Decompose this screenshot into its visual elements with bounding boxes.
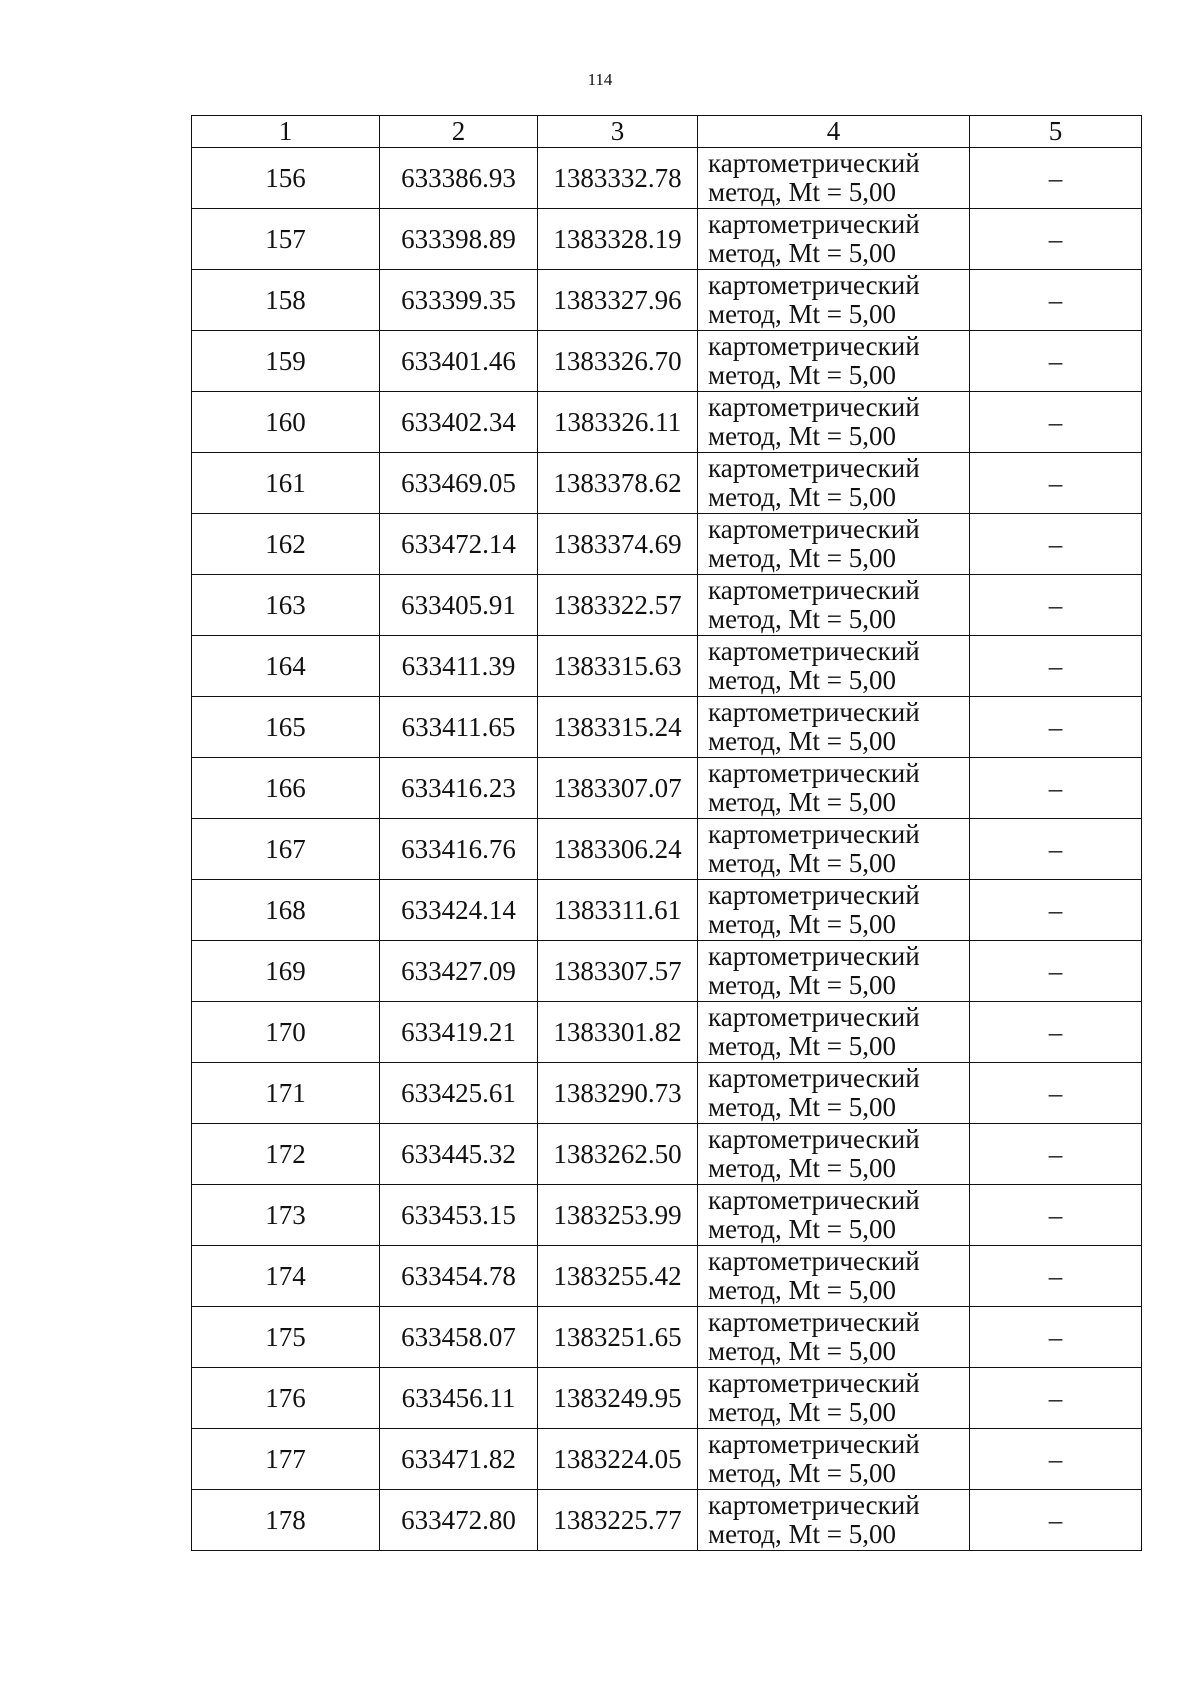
table-row (192, 636, 1142, 697)
y-coordinate-cell: 1383255.42 (538, 1246, 698, 1307)
table-row (192, 453, 1142, 514)
note-cell: – (970, 1368, 1142, 1429)
method-line-1: картометрический (708, 636, 920, 666)
method-cell (698, 1002, 970, 1063)
method-line-2: метод, Mt = 5,00 (708, 1031, 896, 1061)
method-line-1: картометрический (708, 453, 920, 483)
x-coordinate-cell: 633411.39 (380, 636, 538, 697)
method-cell (698, 758, 970, 819)
point-number-cell: 170 (192, 1002, 380, 1063)
method-cell (698, 1368, 970, 1429)
method-line-2: метод, Mt = 5,00 (708, 787, 896, 817)
method-line-2: метод, Mt = 5,00 (708, 909, 896, 939)
note-cell: – (970, 1307, 1142, 1368)
method-line-2: метод, Mt = 5,00 (708, 543, 896, 573)
table-row (192, 1002, 1142, 1063)
point-number-cell: 161 (192, 453, 380, 514)
point-number-cell: 160 (192, 392, 380, 453)
x-coordinate-cell: 633411.65 (380, 697, 538, 758)
x-coordinate-cell: 633386.93 (380, 148, 538, 209)
method-cell (698, 941, 970, 1002)
method-line-2: метод, Mt = 5,00 (708, 360, 896, 390)
method-line-1: картометрический (708, 1063, 920, 1093)
method-cell (698, 392, 970, 453)
method-line-2: метод, Mt = 5,00 (708, 848, 896, 878)
x-coordinate-cell: 633405.91 (380, 575, 538, 636)
note-cell: – (970, 636, 1142, 697)
table-row (192, 880, 1142, 941)
table-row (192, 270, 1142, 331)
note-cell: – (970, 1002, 1142, 1063)
point-number-cell: 157 (192, 209, 380, 270)
point-number-cell: 171 (192, 1063, 380, 1124)
note-cell: – (970, 575, 1142, 636)
table-row (192, 575, 1142, 636)
method-cell (698, 331, 970, 392)
column-header-4: 4 (698, 116, 970, 148)
point-number-cell: 176 (192, 1368, 380, 1429)
method-line-2: метод, Mt = 5,00 (708, 177, 896, 207)
x-coordinate-cell: 633424.14 (380, 880, 538, 941)
method-line-2: метод, Mt = 5,00 (708, 1519, 896, 1549)
table-row (192, 331, 1142, 392)
x-coordinate-cell: 633456.11 (380, 1368, 538, 1429)
x-coordinate-cell: 633458.07 (380, 1307, 538, 1368)
point-number-cell: 159 (192, 331, 380, 392)
method-line-1: картометрический (708, 1002, 920, 1032)
method-line-1: картометрический (708, 941, 920, 971)
note-cell: – (970, 819, 1142, 880)
note-cell: – (970, 758, 1142, 819)
method-cell (698, 148, 970, 209)
table-row (192, 758, 1142, 819)
note-cell: – (970, 331, 1142, 392)
point-number-cell: 164 (192, 636, 380, 697)
point-number-cell: 172 (192, 1124, 380, 1185)
table-row (192, 1429, 1142, 1490)
table-body (192, 148, 1142, 1551)
y-coordinate-cell: 1383374.69 (538, 514, 698, 575)
table-row (192, 209, 1142, 270)
method-line-1: картометрический (708, 148, 920, 178)
table-row (192, 1246, 1142, 1307)
x-coordinate-cell: 633427.09 (380, 941, 538, 1002)
table-row (192, 697, 1142, 758)
column-header-2: 2 (380, 116, 538, 148)
method-cell (698, 575, 970, 636)
x-coordinate-cell: 633416.76 (380, 819, 538, 880)
note-cell: – (970, 1185, 1142, 1246)
x-coordinate-cell: 633445.32 (380, 1124, 538, 1185)
x-coordinate-cell: 633401.46 (380, 331, 538, 392)
column-header-5: 5 (970, 116, 1142, 148)
note-cell: – (970, 453, 1142, 514)
method-line-2: метод, Mt = 5,00 (708, 238, 896, 268)
table-row (192, 1185, 1142, 1246)
point-number-cell: 173 (192, 1185, 380, 1246)
table-header (192, 116, 1142, 148)
note-cell: – (970, 1429, 1142, 1490)
table-row (192, 514, 1142, 575)
x-coordinate-cell: 633398.89 (380, 209, 538, 270)
x-coordinate-cell: 633402.34 (380, 392, 538, 453)
method-line-2: метод, Mt = 5,00 (708, 665, 896, 695)
column-header-1: 1 (192, 116, 380, 148)
note-cell: – (970, 392, 1142, 453)
note-cell: – (970, 1124, 1142, 1185)
method-line-2: метод, Mt = 5,00 (708, 1153, 896, 1183)
point-number-cell: 175 (192, 1307, 380, 1368)
x-coordinate-cell: 633472.80 (380, 1490, 538, 1551)
method-cell (698, 209, 970, 270)
column-header-3: 3 (538, 116, 698, 148)
note-cell: – (970, 514, 1142, 575)
table-row (192, 392, 1142, 453)
table-row (192, 148, 1142, 209)
method-cell (698, 1429, 970, 1490)
note-cell: – (970, 697, 1142, 758)
method-line-2: метод, Mt = 5,00 (708, 1214, 896, 1244)
x-coordinate-cell: 633399.35 (380, 270, 538, 331)
method-line-2: метод, Mt = 5,00 (708, 726, 896, 756)
method-cell (698, 1063, 970, 1124)
method-line-1: картометрический (708, 392, 920, 422)
point-number-cell: 163 (192, 575, 380, 636)
y-coordinate-cell: 1383327.96 (538, 270, 698, 331)
method-line-1: картометрический (708, 758, 920, 788)
note-cell: – (970, 880, 1142, 941)
method-cell (698, 697, 970, 758)
method-cell (698, 514, 970, 575)
y-coordinate-cell: 1383311.61 (538, 880, 698, 941)
x-coordinate-cell: 633472.14 (380, 514, 538, 575)
method-line-1: картометрический (708, 1429, 920, 1459)
y-coordinate-cell: 1383307.57 (538, 941, 698, 1002)
method-line-2: метод, Mt = 5,00 (708, 421, 896, 451)
method-line-1: картометрический (708, 209, 920, 239)
x-coordinate-cell: 633419.21 (380, 1002, 538, 1063)
method-cell (698, 880, 970, 941)
method-line-1: картометрический (708, 880, 920, 910)
note-cell: – (970, 1490, 1142, 1551)
method-cell (698, 1307, 970, 1368)
method-line-2: метод, Mt = 5,00 (708, 1275, 896, 1305)
x-coordinate-cell: 633416.23 (380, 758, 538, 819)
y-coordinate-cell: 1383326.11 (538, 392, 698, 453)
page-number: 114 (587, 70, 613, 89)
point-number-cell: 168 (192, 880, 380, 941)
method-line-1: картометрический (708, 1246, 920, 1276)
point-number-cell: 167 (192, 819, 380, 880)
y-coordinate-cell: 1383225.77 (538, 1490, 698, 1551)
method-line-2: метод, Mt = 5,00 (708, 299, 896, 329)
method-line-2: метод, Mt = 5,00 (708, 1336, 896, 1366)
method-cell (698, 636, 970, 697)
y-coordinate-cell: 1383249.95 (538, 1368, 698, 1429)
point-number-cell: 165 (192, 697, 380, 758)
table-row (192, 941, 1142, 1002)
x-coordinate-cell: 633453.15 (380, 1185, 538, 1246)
y-coordinate-cell: 1383301.82 (538, 1002, 698, 1063)
method-cell (698, 1490, 970, 1551)
method-cell (698, 819, 970, 880)
y-coordinate-cell: 1383224.05 (538, 1429, 698, 1490)
table-row (192, 1368, 1142, 1429)
y-coordinate-cell: 1383251.65 (538, 1307, 698, 1368)
y-coordinate-cell: 1383332.78 (538, 148, 698, 209)
method-line-1: картометрический (708, 575, 920, 605)
method-line-2: метод, Mt = 5,00 (708, 482, 896, 512)
method-line-1: картометрический (708, 1490, 920, 1520)
method-line-2: метод, Mt = 5,00 (708, 1458, 896, 1488)
x-coordinate-cell: 633454.78 (380, 1246, 538, 1307)
y-coordinate-cell: 1383290.73 (538, 1063, 698, 1124)
point-number-cell: 174 (192, 1246, 380, 1307)
point-number-cell: 166 (192, 758, 380, 819)
method-line-2: метод, Mt = 5,00 (708, 604, 896, 634)
y-coordinate-cell: 1383307.07 (538, 758, 698, 819)
y-coordinate-cell: 1383322.57 (538, 575, 698, 636)
point-number-cell: 156 (192, 148, 380, 209)
y-coordinate-cell: 1383253.99 (538, 1185, 698, 1246)
method-line-1: картометрический (708, 697, 920, 727)
method-line-1: картометрический (708, 1124, 920, 1154)
table-row (192, 1307, 1142, 1368)
method-line-1: картометрический (708, 270, 920, 300)
header-row (192, 116, 1142, 148)
table-row (192, 819, 1142, 880)
y-coordinate-cell: 1383262.50 (538, 1124, 698, 1185)
method-cell (698, 1246, 970, 1307)
y-coordinate-cell: 1383378.62 (538, 453, 698, 514)
note-cell: – (970, 270, 1142, 331)
point-number-cell: 158 (192, 270, 380, 331)
note-cell: – (970, 148, 1142, 209)
y-coordinate-cell: 1383328.19 (538, 209, 698, 270)
point-number-cell: 177 (192, 1429, 380, 1490)
y-coordinate-cell: 1383326.70 (538, 331, 698, 392)
note-cell: – (970, 1063, 1142, 1124)
y-coordinate-cell: 1383315.63 (538, 636, 698, 697)
table-row (192, 1490, 1142, 1551)
x-coordinate-cell: 633469.05 (380, 453, 538, 514)
note-cell: – (970, 209, 1142, 270)
method-cell (698, 453, 970, 514)
point-number-cell: 169 (192, 941, 380, 1002)
method-line-1: картометрический (708, 331, 920, 361)
method-line-1: картометрический (708, 1368, 920, 1398)
method-cell (698, 1124, 970, 1185)
table-row (192, 1124, 1142, 1185)
method-line-1: картометрический (708, 819, 920, 849)
note-cell: – (970, 941, 1142, 1002)
coordinates-table (191, 115, 1142, 1551)
note-cell: – (970, 1246, 1142, 1307)
x-coordinate-cell: 633425.61 (380, 1063, 538, 1124)
method-line-2: метод, Mt = 5,00 (708, 970, 896, 1000)
x-coordinate-cell: 633471.82 (380, 1429, 538, 1490)
y-coordinate-cell: 1383315.24 (538, 697, 698, 758)
method-cell (698, 270, 970, 331)
method-line-2: метод, Mt = 5,00 (708, 1092, 896, 1122)
table-row (192, 1063, 1142, 1124)
point-number-cell: 162 (192, 514, 380, 575)
point-number-cell: 178 (192, 1490, 380, 1551)
method-line-1: картометрический (708, 1185, 920, 1215)
method-cell (698, 1185, 970, 1246)
method-line-2: метод, Mt = 5,00 (708, 1397, 896, 1427)
method-line-1: картометрический (708, 514, 920, 544)
method-line-1: картометрический (708, 1307, 920, 1337)
y-coordinate-cell: 1383306.24 (538, 819, 698, 880)
